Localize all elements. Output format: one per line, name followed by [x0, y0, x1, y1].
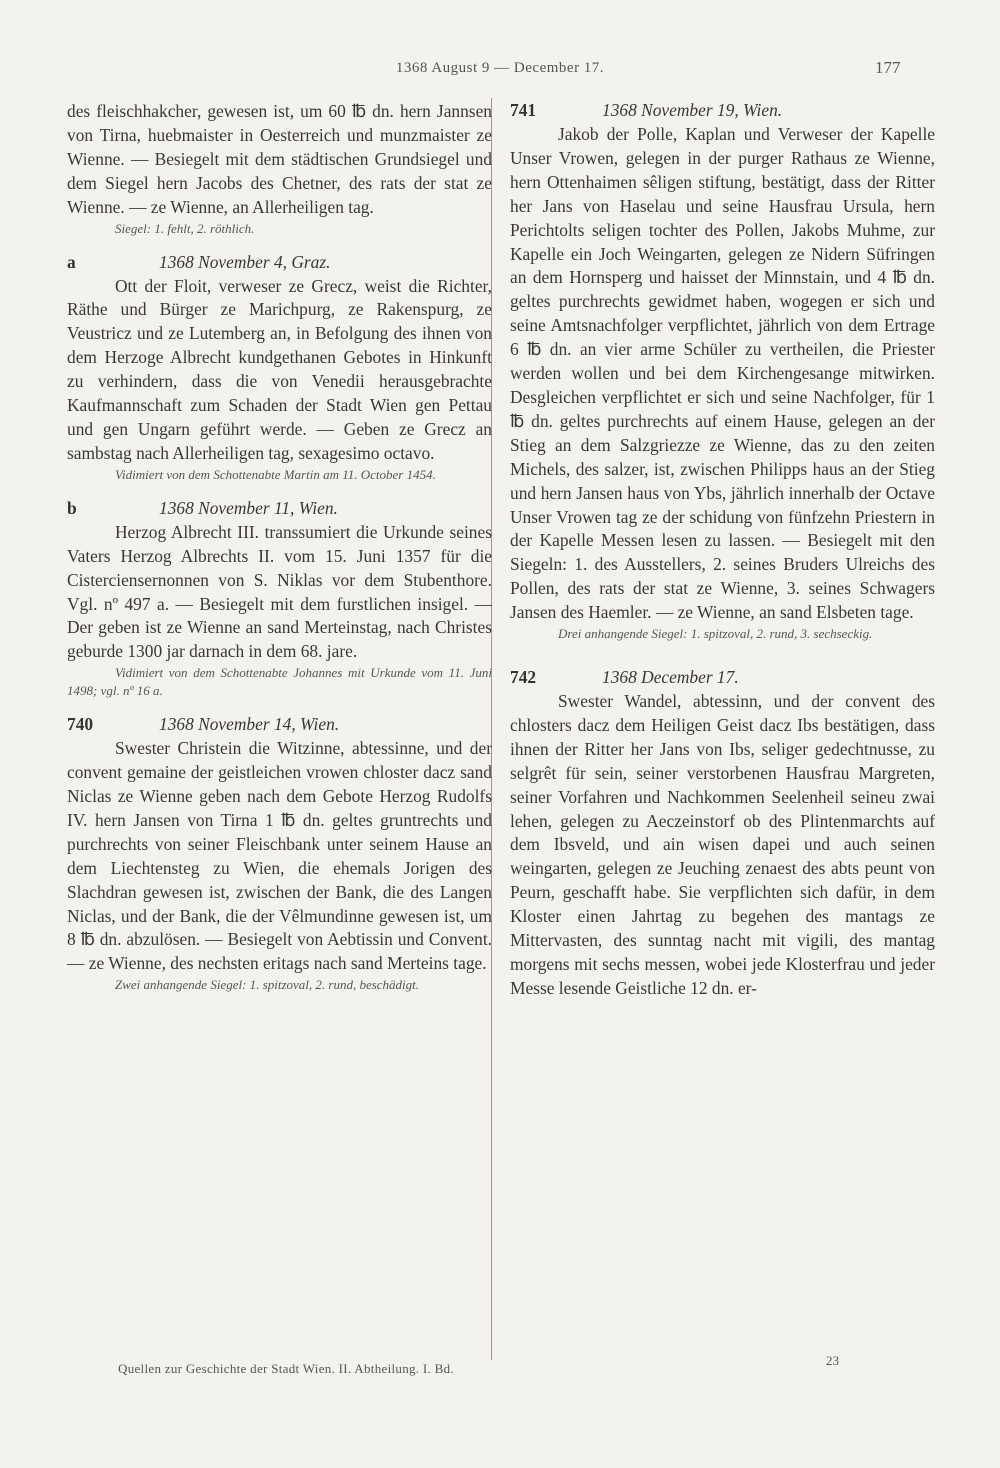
- left-column: [67, 100, 492, 994]
- entry-heading: [67, 498, 492, 519]
- entry-number: a: [67, 251, 76, 272]
- continuation-block: [67, 100, 492, 238]
- entry-number: 740: [67, 714, 94, 735]
- entry-740: [67, 714, 492, 994]
- entry-number: b: [67, 497, 77, 518]
- entry-note: Zwei anhangende Siegel: 1. spitzoval, 2. rund, beschädigt.: [115, 977, 420, 993]
- entry-date: 1368 November 14, Wien.: [159, 714, 340, 735]
- entry-heading: [67, 714, 492, 735]
- entry-text: Jakob der Polle, Kaplan und Verweser der Kapelle Unser Vrowen, gelegen in der purger Rathaus ze Wienne, hern Ottenhaimen sêligen stiftung, bestätigt, dass der Ritter her Jans von Haselau und seine Hausfrau Ursula, hern Perichtolts seligen tochter des Pollen, Jakobs Muhme, zur Kapelle ein Joch Weingarten, gelegen ze Nidern Süfringen an dem Hornsperg und haisset der Minnstain, und 4 ℔ dn. geltes purchrechts gewidmet haben, wogegen er sich und seine Amtsnachfolger verpflichtet, jährlich von dem Ertrage 6 ℔ dn. an vier arme Schüler zu vertheilen, die Priester werden wollen und bei dem Kirchengesange mitwirken. Desgleichen verpflichtet er sich und seine Nachfolger, für 1 ℔ dn. geltes purchrechts auf einem Hause, gelegen an der Stieg an dem Salzgriezze ze Wienne, das zu den zeiten Michels, des salzer, ist, zwischen Philipps haus an der Stieg und hern Jansen haus von Ybs, jährlich innerhalb der Octave Unser Vrowen tag ze der schidung von fünfzehn Priestern in der Kapelle Messen lesen zu lassen. — Besiegelt mit den Siegeln: 1. des Ausstellers, 2. seines Bruders Ulreichs des Pollen, des rats der stat ze Wienne, 3. seines Schwagers Jansen des Haemler. — ze Wienne, an sand Elsbeten tage.: [510, 124, 935, 623]
- running-head: 1368 August 9 — December 17.: [395, 60, 605, 76]
- entry-heading: [510, 100, 935, 121]
- entry-heading: [510, 667, 935, 688]
- entry-date: 1368 November 11, Wien.: [159, 497, 338, 518]
- entry-b: [67, 498, 492, 700]
- right-column: [510, 100, 935, 1001]
- entry-text: Herzog Albrecht III. transsumiert die Urkunde seines Vaters Herzog Albrechts II. vom 15. Juni 1357 für die Cisterciensernonnen von S. Niklas vor dem Stubenthore. Vgl. nº 497 a. — Besiegelt mit dem furstlichen insigel. — Der geben ist ze Wienne an sand Merteinstag, nach Christes geburde 1300 jar darnach in dem 68. jare.: [67, 521, 492, 662]
- entry-742: [510, 667, 935, 1001]
- entry-note: Drei anhangende Siegel: 1. spitzoval, 2. rund, 3. sechseckig.: [558, 626, 873, 642]
- entry-number: 741: [510, 100, 537, 120]
- entry-note: Vidimiert von dem Schottenabte Johannes mit Urkunde vom 11. Juni 1498; vgl. nº 16 a.: [67, 665, 492, 699]
- page-number: 177: [875, 58, 901, 77]
- entry-date: 1368 November 19, Wien.: [602, 100, 783, 120]
- entry-text: Swester Wandel, abtessinn, und der convent des chlosters dacz dem Heiligen Geist dacz Ibs bestätigen, dass ihnen der Ritter her Jans von Ibs, seliger gedechtnusse, zu selgrêt für sein, seiner verstorbenen Hausfrau Margreten, seiner Vorfahren und Nachkommen Seelenheil seineu zwai lehen, gelegen zu Aeczeinstorf ob des Plintenmarchts auf dem Ibsveld, und ain wisen dapei und auch seinen weingarten, gelegen ze Jeuching zenaest des abts peunt von Peurn, geschafft habe. Sie verpflichten sich dafür, in dem Kloster einen Jahrtag zu begehen des mantags ze Mittervasten, des sunntag nacht mit vigili, des mantag morgens mit sechs messen, wobei jede Klosterfrau und jeder Messe lesende Geistliche 12 dn. er-: [510, 691, 935, 998]
- entry-note: Vidimiert von dem Schottenabte Martin am 11. October 1454.: [115, 466, 436, 482]
- entry-date: 1368 November 4, Graz.: [159, 251, 331, 272]
- entry-number: 742: [510, 667, 537, 688]
- entry-text: Swester Christein die Witzinne, abtessinne, und der convent gemaine der geistleichen vrowen chloster dacz sand Niclas ze Wienne geben nach dem Gebote Herzog Rudolfs IV. hern Jansen von Tirna 1 ℔ dn. geltes gruntrechts und purchrechts von seiner Fleischbank unter seinem Hause an dem Liechtensteg zu Wien, die ehemals Jorigen des Slachdran gewesen ist, zwischen der Bank, die des Langen Niclas, und der Bank, die der Vêlmundinne gewesen ist, um 8 ℔ dn. abzulösen. — Besiegelt von Aebtissin und Convent. — ze Wienne, des nechsten eritags nach sand Merteins tage.: [67, 738, 492, 974]
- entry-a: [67, 252, 492, 484]
- entry-741: [510, 100, 935, 643]
- continuation-note: Siegel: 1. fehlt, 2. röthlich.: [115, 220, 255, 236]
- entry-heading: [67, 252, 492, 273]
- continuation-text: des fleischhakcher, gewesen ist, um 60 ℔ dn. hern Jannsen von Tirna, huebmaister in Oesterreich und munzmaister ze Wienne. — Besiegelt mit dem städtischen Grundsiegel und dem Siegel hern Jacobs des Chetner, des rats der stat ze Wienne. — ze Wienne, an Allerheiligen tag.: [67, 101, 492, 217]
- entry-date: 1368 December 17.: [602, 667, 739, 688]
- page-footer: Quellen zur Geschichte der Stadt Wien. II. Abtheilung. I. Bd.: [118, 1361, 454, 1376]
- entry-text: Ott der Floit, verweser ze Grecz, weist die Richter, Räthe und Bürger ze Marichpurg, ze Rakenspurg, ze Veustricz und ze Lutemberg an, in Befolgung des ihnen von dem Herzoge Albrecht kundgethanen Gebotes in Hinkunft zu verhindern, dass die von Venedii herausgebrachte Kaufmannschaft zum Schaden der Stadt Wien gen Pettau und gen Ungarn geführt werde. — Geben ze Grecz an sambstag nach Allerheiligen tag, sexagesimo octavo.: [67, 275, 492, 463]
- sheet-number: 23: [826, 1353, 839, 1368]
